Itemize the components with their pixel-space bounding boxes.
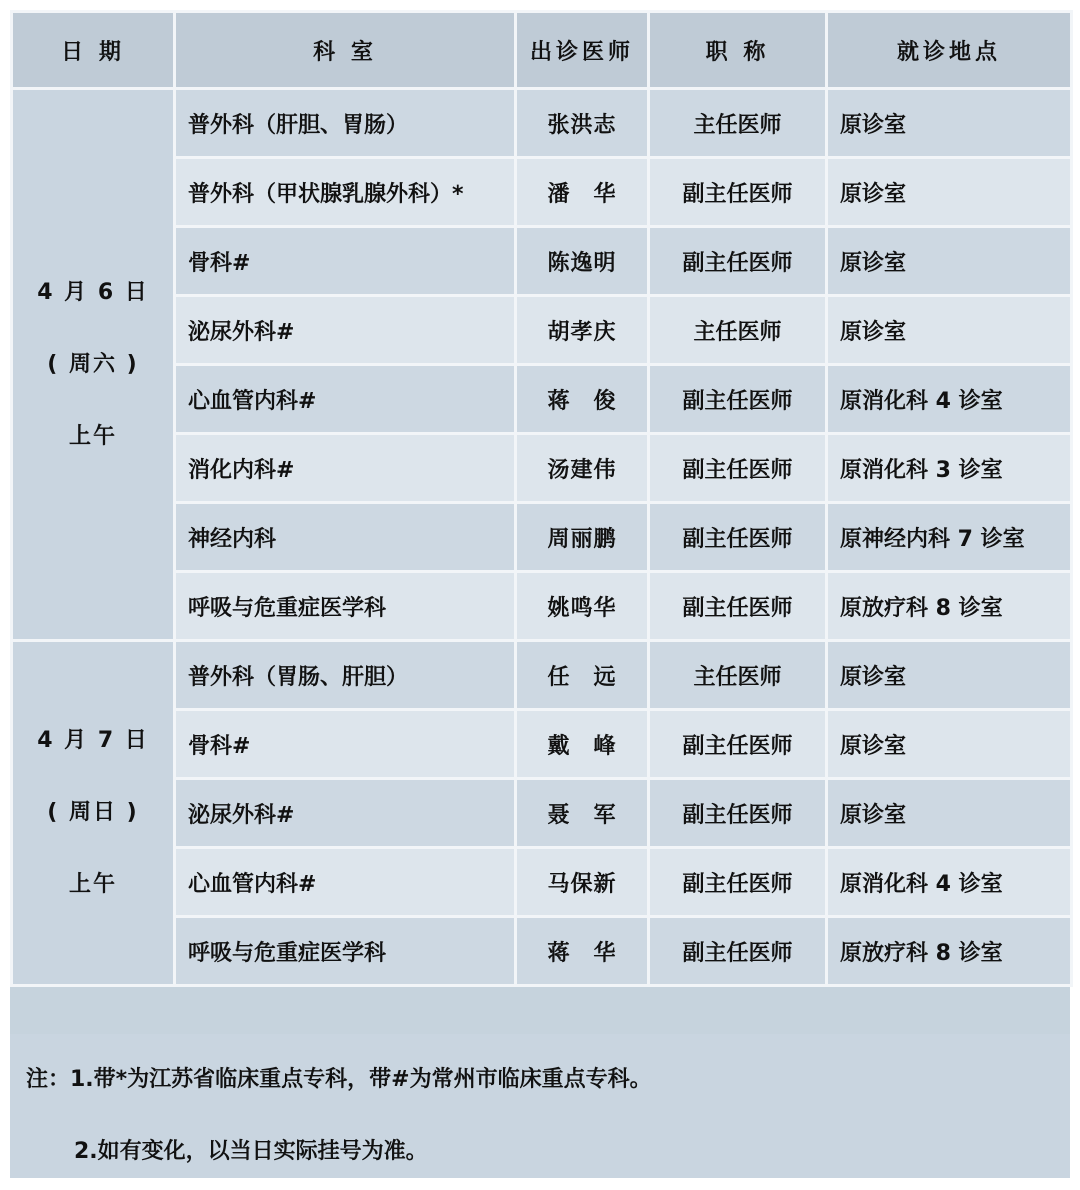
header-doctor: 出诊医师: [517, 13, 647, 87]
location-cell: 原诊室: [828, 228, 1070, 294]
header-row: [13, 13, 1070, 87]
weekday-line: ( 周日 ): [47, 800, 139, 825]
location-cell: 原消化科 3 诊室: [828, 435, 1070, 501]
location-cell: 原诊室: [828, 642, 1070, 708]
header-title: 职 称: [650, 13, 825, 87]
title-cell: 副主任医师: [650, 849, 825, 915]
doctor-cell: 马保新: [517, 849, 647, 915]
location-cell: 原神经内科 7 诊室: [828, 504, 1070, 570]
dept-cell: 普外科（肝胆、胃肠）: [176, 90, 514, 156]
location-cell: 原诊室: [828, 159, 1070, 225]
dept-cell: 心血管内科#: [176, 849, 514, 915]
doctor-cell: 陈逸明: [517, 228, 647, 294]
doctor-cell: 潘 华: [517, 159, 647, 225]
location-cell: 原放疗科 8 诊室: [828, 573, 1070, 639]
doctor-cell: 戴 峰: [517, 711, 647, 777]
table-row: [13, 90, 1070, 156]
weekday-line: ( 周六 ): [47, 351, 139, 377]
doctor-cell: 周丽鹏: [517, 504, 647, 570]
date-cell: [13, 642, 173, 984]
doctor-cell: 汤建伟: [517, 435, 647, 501]
title-cell: 副主任医师: [650, 228, 825, 294]
title-cell: 副主任医师: [650, 780, 825, 846]
title-cell: 主任医师: [650, 90, 825, 156]
location-cell: 原消化科 4 诊室: [828, 366, 1070, 432]
header-date: 日 期: [13, 13, 173, 87]
schedule-table: [10, 10, 1073, 987]
session-line: 上午: [68, 423, 117, 449]
location-cell: 原诊室: [828, 297, 1070, 363]
title-cell: 副主任医师: [650, 366, 825, 432]
header-dept: 科 室: [176, 13, 514, 87]
dept-cell: 神经内科: [176, 504, 514, 570]
date-line: 4 月 7 日: [37, 728, 149, 753]
note-line-1: 注：1.带*为江苏省临床重点专科，带#为常州市临床重点专科。: [26, 1067, 652, 1092]
doctor-cell: 胡孝庆: [517, 297, 647, 363]
title-cell: 主任医师: [650, 642, 825, 708]
title-cell: 副主任医师: [650, 711, 825, 777]
doctor-cell: 聂 军: [517, 780, 647, 846]
title-cell: 副主任医师: [650, 435, 825, 501]
title-cell: 主任医师: [650, 297, 825, 363]
dept-cell: 呼吸与危重症医学科: [176, 573, 514, 639]
dept-cell: 泌尿外科#: [176, 780, 514, 846]
date-cell: [13, 90, 173, 639]
dept-cell: 心血管内科#: [176, 366, 514, 432]
doctor-cell: 蒋 华: [517, 918, 647, 984]
table-row: [13, 642, 1070, 708]
doctor-cell: 张洪志: [517, 90, 647, 156]
doctor-cell: 蒋 俊: [517, 366, 647, 432]
note-line-2: 2.如有变化，以当日实际挂号为准。: [74, 1139, 428, 1164]
title-cell: 副主任医师: [650, 504, 825, 570]
location-cell: 原消化科 4 诊室: [828, 849, 1070, 915]
session-line: 上午: [68, 872, 117, 897]
dept-cell: 消化内科#: [176, 435, 514, 501]
dept-cell: 普外科（甲状腺乳腺外科）*: [176, 159, 514, 225]
dept-cell: 普外科（胃肠、肝胆）: [176, 642, 514, 708]
location-cell: 原诊室: [828, 711, 1070, 777]
location-cell: 原放疗科 8 诊室: [828, 918, 1070, 984]
dept-cell: 泌尿外科#: [176, 297, 514, 363]
title-cell: 副主任医师: [650, 573, 825, 639]
dept-cell: 骨科#: [176, 711, 514, 777]
date-line: 4 月 6 日: [37, 279, 149, 305]
header-location: 就诊地点: [828, 13, 1070, 87]
dept-cell: 呼吸与危重症医学科: [176, 918, 514, 984]
title-cell: 副主任医师: [650, 159, 825, 225]
schedule-sheet: [10, 10, 1070, 1178]
title-cell: 副主任医师: [650, 918, 825, 984]
location-cell: 原诊室: [828, 780, 1070, 846]
location-cell: 原诊室: [828, 90, 1070, 156]
doctor-cell: 任 远: [517, 642, 647, 708]
dept-cell: 骨科#: [176, 228, 514, 294]
doctor-cell: 姚鸣华: [517, 573, 647, 639]
notes-box: [10, 1034, 1070, 1178]
